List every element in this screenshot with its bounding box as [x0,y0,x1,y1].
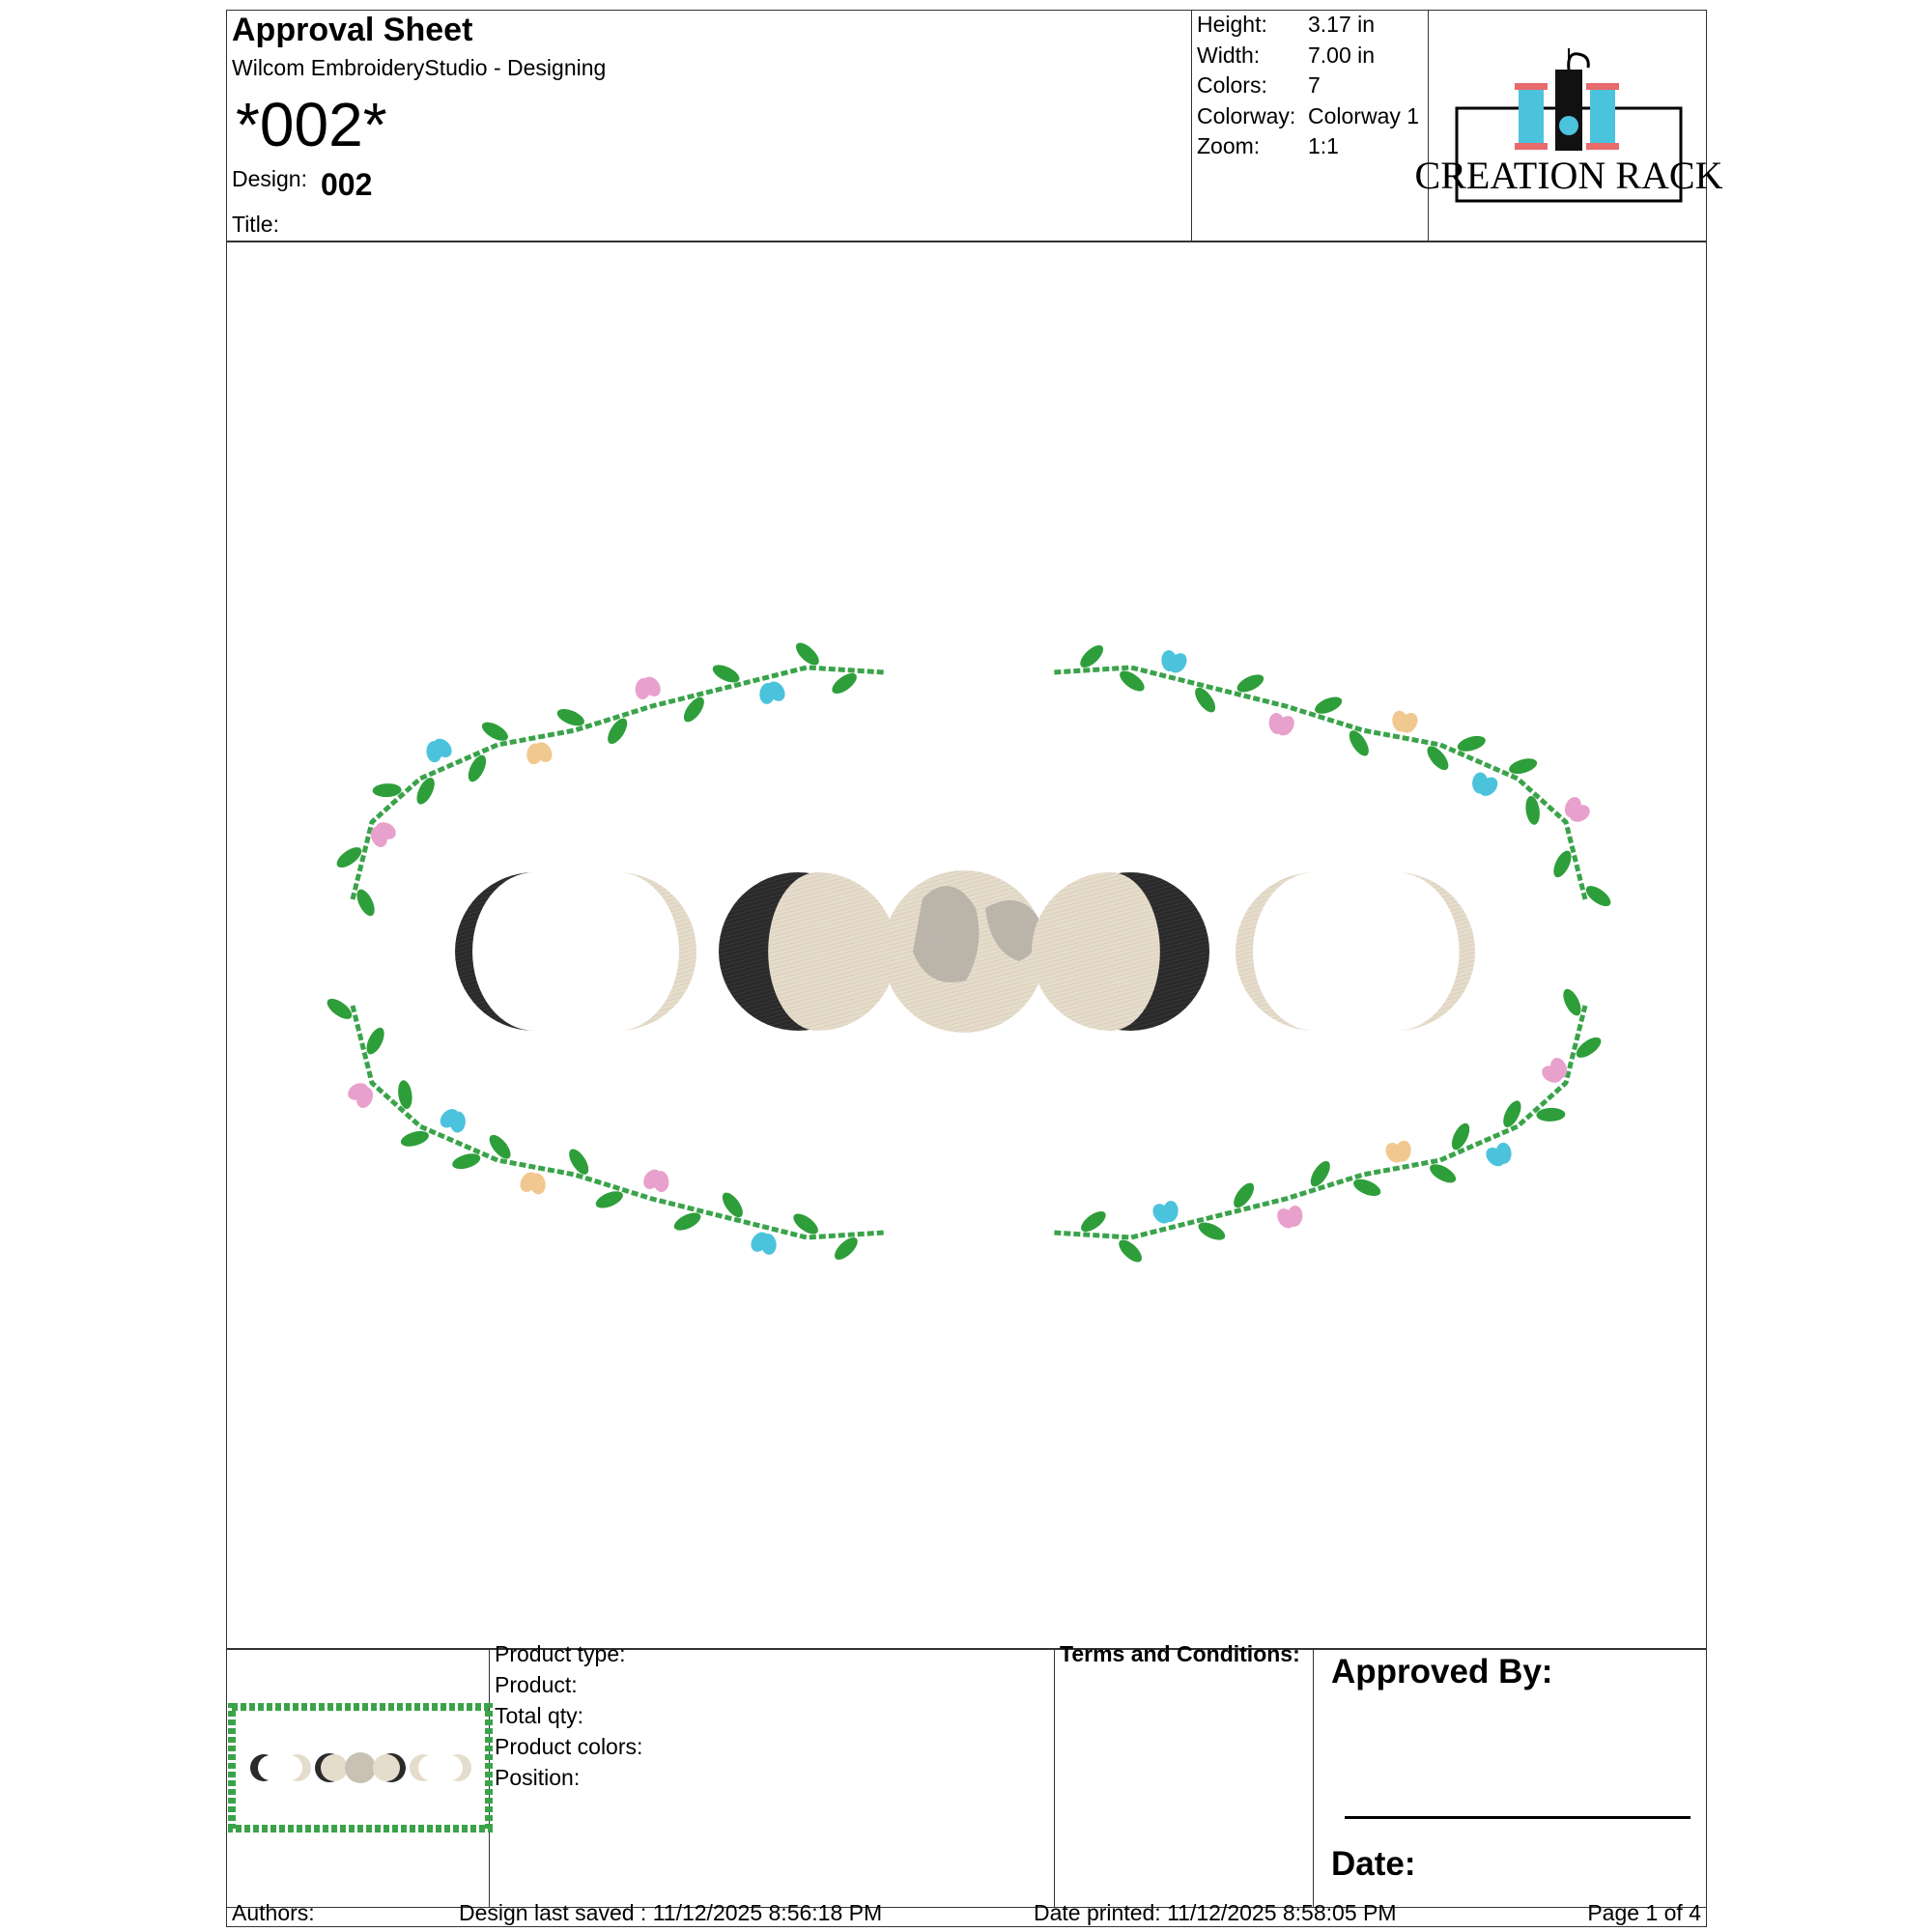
thread-spools-icon [1515,48,1619,151]
vine-bottom-left [353,1006,884,1237]
leaf [372,783,401,798]
leaf [1076,641,1106,671]
design-barcode-text: *002* [236,90,387,159]
total-qty-label: Total qty: [495,1703,584,1728]
leaf [1423,743,1452,774]
height-value: 3.17 in [1308,12,1376,37]
design-thumbnail [230,1705,491,1831]
leaf [324,995,355,1023]
design-label: Design: [232,166,307,191]
leaf [396,1079,413,1110]
leaf [1191,684,1219,716]
creation-rack-logo [1414,48,1723,208]
leaf [1560,986,1585,1018]
leaf [831,1234,861,1264]
vine-top-right [1054,668,1585,899]
leaf [792,639,822,669]
leaf [1536,1107,1565,1122]
colorway-label: Colorway: [1197,103,1296,128]
date-printed-text: Date printed: 11/12/2025 8:58:05 PM [1034,1900,1397,1925]
terms-label: Terms and Conditions: [1060,1641,1300,1666]
height-label: Height: [1197,12,1267,37]
product-label: Product: [495,1672,578,1697]
leaf [1313,694,1345,717]
signature-line [1345,1816,1690,1819]
authors-label: Authors: [232,1900,315,1925]
moon-light-crescent [1396,872,1475,1031]
design-canvas [226,242,1707,1649]
position-label: Position: [495,1765,581,1790]
bottom-strip [226,1908,1707,1927]
leaf [1582,882,1614,910]
moon-light-crescent [1236,872,1315,1031]
leaf [1115,1236,1145,1266]
leaf [486,1131,515,1162]
leaf [829,669,860,697]
sheet-title: Approval Sheet [232,12,473,48]
embroidery-design [227,242,1708,1650]
page-number: Page 1 of 4 [1587,1900,1701,1925]
width-label: Width: [1197,43,1261,68]
leaf [354,887,379,919]
leaf [1524,795,1542,826]
colors-value: 7 [1308,72,1321,98]
approved-by-label: Approved By: [1331,1653,1553,1690]
colors-label: Colors: [1197,72,1267,98]
moon-light-crescent [617,872,696,1031]
product-type-label: Product type: [495,1641,626,1666]
date-label: Date: [1331,1845,1416,1883]
leaf [593,1188,625,1211]
moon-full-shading [913,886,979,982]
width-value: 7.00 in [1308,43,1376,68]
moon-gibbous-light [768,872,896,1031]
last-saved-text: Design last saved : 11/12/2025 8:56:18 PM [459,1900,883,1925]
product-colors-label: Product colors: [495,1734,643,1759]
logo-text: CREATION RACK [1414,154,1723,197]
approval-sheet [226,10,1723,1927]
design-number: 002 [321,167,373,202]
zoom-label: Zoom: [1197,133,1261,158]
zoom-value: 1:1 [1308,133,1339,158]
title-label: Title: [232,212,279,237]
leaf [479,719,511,745]
header-divider [1191,10,1192,242]
moon-waning-light [1032,872,1160,1031]
leaf [1427,1160,1459,1186]
leaf [719,1189,747,1221]
header-divider [1428,10,1429,242]
colorway-value: Colorway 1 [1308,103,1420,128]
moon-dark-crescent [455,872,534,1031]
leaf [1078,1208,1109,1236]
leaf [399,1128,431,1150]
footer-divider [1313,1649,1314,1908]
leaf [1507,755,1539,777]
footer-divider [1054,1649,1055,1908]
software-name: Wilcom EmbroideryStudio - Designing [232,55,607,80]
